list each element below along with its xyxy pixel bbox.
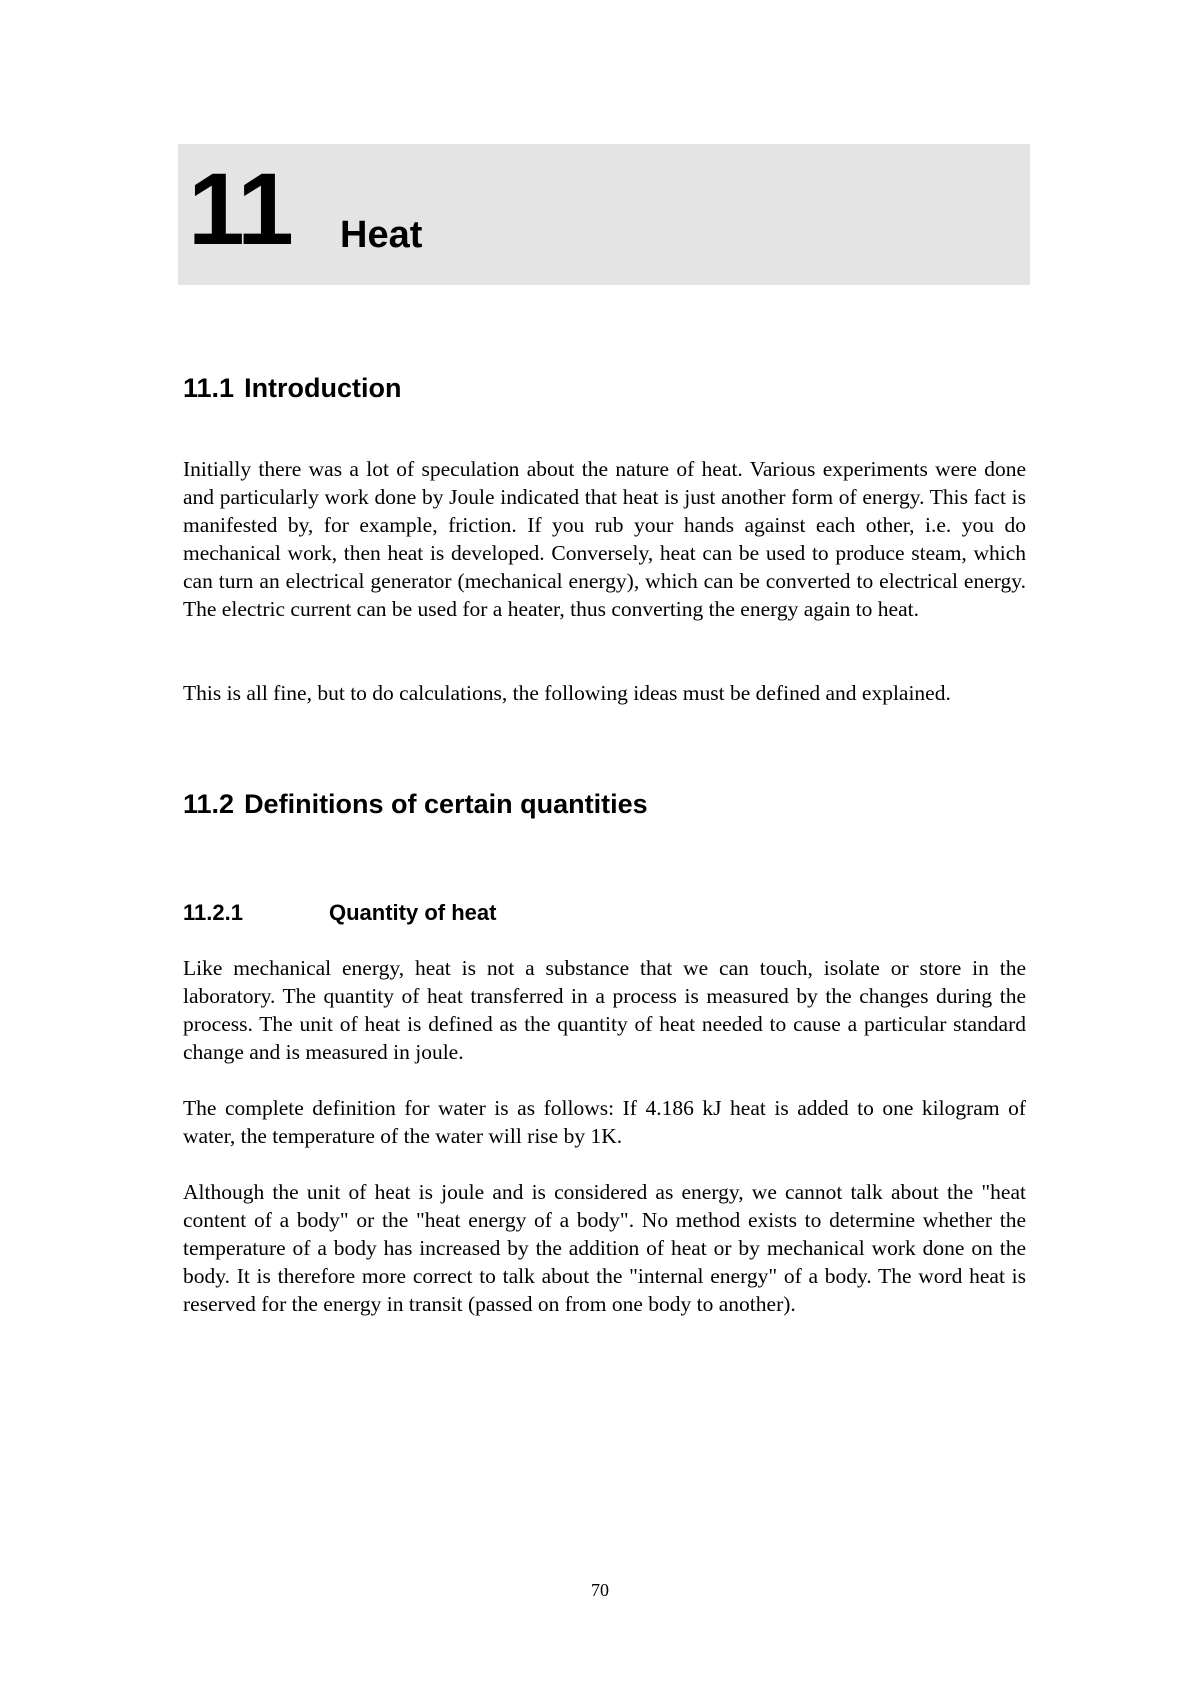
section-heading-definitions xyxy=(183,791,648,818)
intro-paragraph-1: Initially there was a lot of speculation about the nature of heat. Various experiments were done and particularly work done by Joule indicated that heat is just another form of energy. This fact is manifested by, for example, friction. If you rub your hands against each other, i.e. you do mechanical work, then heat is developed. Conversely, heat can be used to produce steam, which can turn an electrical generator (mechanical energy), which can be converted to electrical energy. The electric current can be used for a heater, thus converting the energy again to heat. xyxy=(183,457,1026,621)
subsection-title: Quantity of heat xyxy=(329,900,497,925)
section-title: Definitions of certain quantities xyxy=(244,789,648,819)
quantity-paragraph-3: Although the unit of heat is joule and is considered as energy, we cannot talk about the "heat content of a body" or the "heat energy of a body". No method exists to determine whether the temperature of a body has increased by the addition of heat or by mechanical work done on the body. It is therefore more correct to talk about the "internal energy" of a body. The word heat is reserved for the energy in transit (passed on from one body to another). xyxy=(183,1180,1026,1316)
quantity-paragraph-2: The complete definition for water is as follows: If 4.186 kJ heat is added to one kilogram of water, the temperature of the water will rise by 1K. xyxy=(183,1096,1026,1148)
section-title: Introduction xyxy=(244,373,402,403)
subsection-number: 11.2.1 xyxy=(183,900,243,925)
subsection-heading-quantity-of-heat xyxy=(183,902,683,924)
section-heading-introduction xyxy=(183,375,402,402)
chapter-title: Heat xyxy=(340,214,423,256)
section-number: 11.2 xyxy=(183,789,235,819)
chapter-number: 11 xyxy=(188,152,292,266)
section-number: 11.1 xyxy=(183,373,235,403)
quantity-paragraph-1: Like mechanical energy, heat is not a substance that we can touch, isolate or store in the laboratory. The quantity of heat transferred in a process is measured by the changes during the process. The unit of heat is defined as the quantity of heat needed to cause a particular standard change and is measured in joule. xyxy=(183,956,1026,1064)
page-number: 70 xyxy=(591,1580,609,1600)
intro-paragraph-2: This is all fine, but to do calculations, the following ideas must be defined and explained. xyxy=(183,681,951,705)
chapter-header xyxy=(178,144,1030,285)
